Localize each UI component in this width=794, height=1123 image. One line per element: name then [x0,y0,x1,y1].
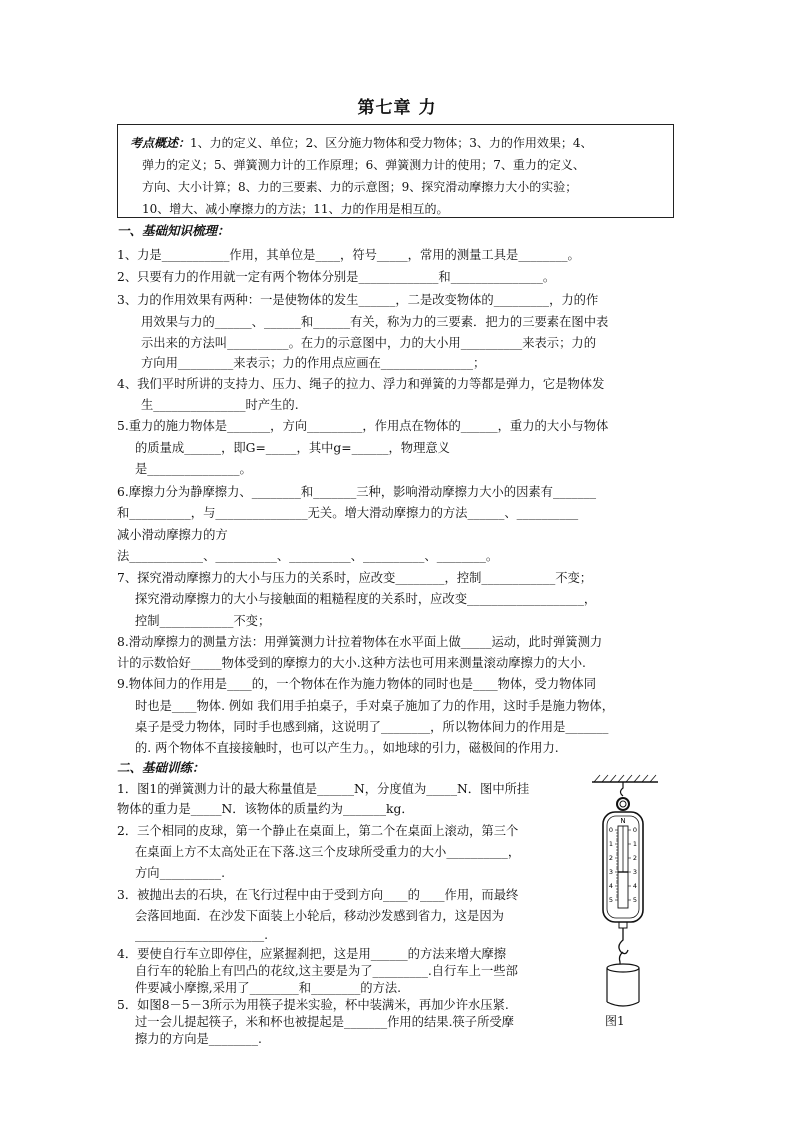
exercise-line: 过一会儿提起筷子，米和杯也被提起是_______作用的结果.筷子所受摩 [135,1015,514,1029]
unit-label: N [620,817,626,825]
overview-line [130,132,665,154]
section-heading-training: 二、基础训练： [117,760,205,775]
question-line: 方向用_________来表示；力的作用点应画在_______________； [141,356,486,370]
question-line: 计的示数恰好_____物体受到的摩擦力的大小.这种方法也可用来测量滚动摩擦力的大小. [117,656,586,670]
question-line: 7、探究滑动摩擦力的大小与压力的关系时，应改变________，控制____________不变； [117,571,593,585]
question-line: 1、力是___________作用，其单位是____，符号_____，常用的测量工具是________。 [117,248,580,262]
question-line: 时也是____物体. 例如 我们用手拍桌子，手对桌子施加了力的作用，这时手是施力物体， [135,699,615,713]
svg-text:3: 3 [608,868,614,876]
exercise-line: 2．三个相同的皮球，第一个静止在桌面上，第二个在桌面上滚动，第三个 [117,824,519,838]
question-line: 的. 两个物体不直接接触时，也可以产生力。，如地球的引力，磁极间的作用力. [135,741,559,755]
exercise-line: 会落回地面．在沙发下面装上小轮后，移动沙发感到省力，这是因为 [135,909,504,923]
exercise-line: 件要减小摩擦,采用了________和________的方法. [135,981,402,995]
question-line: 8.滑动摩擦力的测量方法：用弹簧测力计拉着物体在水平面上做_____运动，此时弹簧测力 [117,635,603,649]
question-line: 控制____________不变； [135,614,271,628]
question-line: 示出来的方法叫__________。在力的示意图中，力的大小用__________来表示；力的 [141,336,596,350]
overview-line: 弹力的定义；5、弹簧测力计的工作原理；6、弹簧测力计的使用；7、重力的定义、 [142,158,585,172]
svg-text:4: 4 [608,882,614,890]
exercise-line: 擦力的方向是________. [135,1032,262,1046]
question-line: 2、只要有力的作用就一定有两个物体分别是_____________和_______________。 [117,270,556,284]
question-line: 是_______________。 [135,462,252,476]
svg-text:2: 2 [608,854,614,862]
question-line: 和__________，与_______________无关。增大滑动摩擦力的方法______、__________ [117,506,579,520]
svg-text:0: 0 [632,826,638,834]
exercise-line: 在桌面上方不太高处正在下落.这三个皮球所受重力的大小__________， [135,845,521,859]
question-line: 减小滑动摩擦力的方 [117,528,228,542]
bottom-hook [619,928,628,954]
overview-line: 10、增大、减小摩擦力的方法；11、力的作用是相互的。 [142,202,449,216]
ceiling-support [592,775,658,782]
question-line: 4、我们平时所讲的支持力、压力、绳子的拉力、浮力和弹簧的力等都是弹力，它是物体发 [117,377,605,391]
overview-lead: 考点概述： [130,136,191,150]
question-line: 探究滑动摩擦力的大小与接触面的粗糙程度的关系时，应改变___________________， [135,592,597,606]
exercise-line: 1．图1的弹簧测力计的最大称量值是______N，分度值为_____N．图中所挂 [117,782,530,796]
question-line: 的质量成______，即G=_____，其中g=______，物理意义 [135,441,450,455]
svg-text:5: 5 [632,896,638,904]
question-line: 法____________、__________、__________、__________、________。 [117,549,499,563]
question-line: 6.摩擦力分为静摩擦力、________和_______三种，影响滑动摩擦力大小的因素有_______ [117,485,597,499]
overview-box [117,124,674,218]
exercise-line: 5．如图8－5－3所示为用筷子提米实验，杯中装满米，再加少许水压紧. [117,998,509,1012]
figure-caption: 图1 [605,1014,625,1028]
svg-text:4: 4 [632,882,638,890]
overview-line-text: 1、力的定义、单位；2、区分施力物体和受力物体；3、力的作用效果；4、 [190,136,593,150]
svg-text:2: 2 [632,854,638,862]
svg-text:1: 1 [632,840,638,848]
section-heading-basics: 一、基础知识梳理： [117,223,230,238]
question-line: 3、力的作用效果有两种：一是使物体的发生______，二是改变物体的_________，力的作 [117,293,599,307]
spring-scale-figure [590,770,660,1040]
exercise-line: 3．被抛出去的石块，在飞行过程中由于受到方向____的____作用，而最终 [117,888,519,902]
svg-text:0: 0 [608,826,614,834]
exercise-line: _____________________. [135,928,269,942]
overview-line: 方向、大小计算；8、力的三要素、力的示意图；9、探究滑动摩擦力大小的实验； [142,180,578,194]
top-hook [621,782,624,796]
svg-text:5: 5 [608,896,614,904]
question-line: 9.物体间力的作用是____的，一个物体在作为施力物体的同时也是____物体，受力物体同 [117,677,597,691]
top-ring [617,798,629,810]
question-line: 用效果与力的______、______和______有关，称为力的三要素．把力的三要素在图中表 [141,315,609,329]
question-line: 5.重力的施力物体是_______，方向_________，作用点在物体的______，重力的大小与物体 [117,419,609,433]
exercise-line: 物体的重力是_____N．该物体的质量约为_______kg． [117,802,414,816]
hanging-weight [607,964,639,1006]
exercise-line: 自行车的轮胎上有凹凸的花纹,这主要是为了_________.自行车上一些部 [135,964,518,978]
svg-text:3: 3 [632,868,638,876]
exercise-line: 方向__________. [135,866,225,880]
question-line: 桌子是受力物体，同时手也感到痛，这说明了________，所以物体间力的作用是_______ [135,720,609,734]
svg-text:1: 1 [608,840,614,848]
question-line: 生_______________时产生的. [141,398,299,412]
page-title: 第七章 力 [357,98,437,118]
exercise-line: 4．要使自行车立即停住，应紧握刹把，这是用______的方法来增大摩擦 [117,947,507,961]
